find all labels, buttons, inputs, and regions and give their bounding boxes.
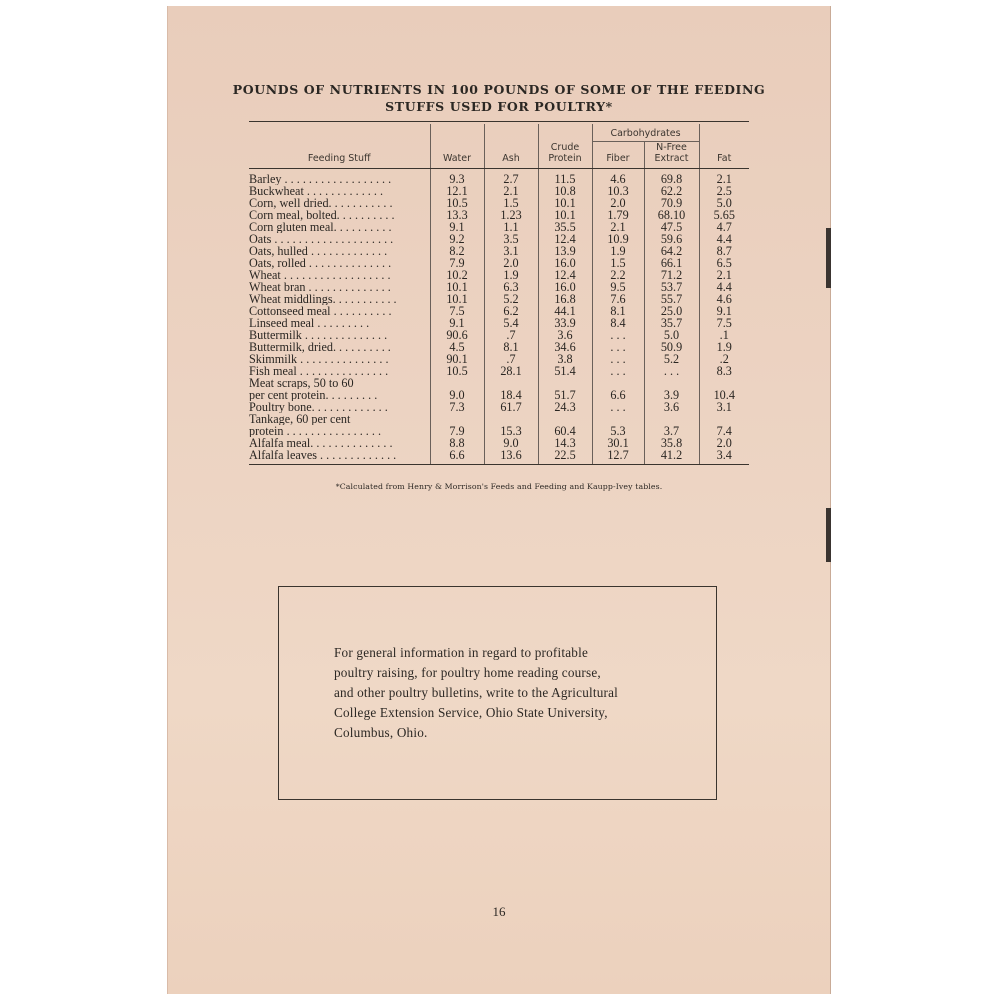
cell-name: Alfalfa leaves . . . . . . . . . . . . . bbox=[249, 449, 430, 465]
cell-crude-protein: 3.8 bbox=[538, 353, 592, 365]
cell-fat: 4.7 bbox=[699, 221, 749, 233]
cell-water: 10.1 bbox=[430, 293, 484, 305]
cell-fiber: . . . bbox=[592, 365, 644, 377]
cell-crude-protein: 44.1 bbox=[538, 305, 592, 317]
cell-name: Cottonseed meal . . . . . . . . . . bbox=[249, 305, 392, 317]
cell-water: 8.2 bbox=[430, 245, 484, 257]
cell-fat: 2.1 bbox=[699, 269, 749, 281]
cell-nfree-extract: 70.9 bbox=[644, 197, 699, 209]
cell-nfree-extract: 50.9 bbox=[644, 341, 699, 353]
cell-fiber: 1.5 bbox=[592, 257, 644, 269]
cell-ash: .7 bbox=[484, 353, 538, 365]
cell-crude-protein: 60.4 bbox=[538, 425, 592, 437]
cell-crude-protein: 24.3 bbox=[538, 401, 592, 413]
cell-fat: 2.0 bbox=[699, 437, 749, 449]
cell-name: Meat scraps, 50 to 60 bbox=[249, 377, 354, 389]
header-water: Water bbox=[430, 124, 484, 169]
cell-fiber: 2.1 bbox=[592, 221, 644, 233]
cell-fat: 6.5 bbox=[699, 257, 749, 269]
cell-water: 7.9 bbox=[430, 257, 484, 269]
info-line: poultry raising, for poultry home reading course, bbox=[334, 665, 601, 680]
cell-name: Tankage, 60 per cent bbox=[249, 413, 351, 425]
header-nfree-extract: N-Free Extract bbox=[644, 142, 699, 169]
table-row bbox=[249, 449, 749, 465]
cell-water: 7.5 bbox=[430, 305, 484, 317]
cell-fat: 3.1 bbox=[699, 401, 749, 413]
cell-name: Corn gluten meal. . . . . . . . . . bbox=[249, 221, 392, 233]
cell-crude-protein: 14.3 bbox=[538, 437, 592, 449]
cell-nfree-extract: 25.0 bbox=[644, 305, 699, 317]
cell-nfree-extract: 35.8 bbox=[644, 437, 699, 449]
cell-name: Wheat middlings. . . . . . . . . . . bbox=[249, 293, 397, 305]
table-title bbox=[168, 81, 830, 115]
cell-ash: 1.5 bbox=[484, 197, 538, 209]
cell-fiber: . . . bbox=[592, 353, 644, 365]
cell-crude-protein: 16.0 bbox=[538, 281, 592, 293]
cell-crude-protein: 22.5 bbox=[538, 449, 592, 465]
cell-name: Linseed meal . . . . . . . . . bbox=[249, 317, 370, 329]
cell-ash: 15.3 bbox=[484, 425, 538, 437]
cell-nfree-extract: 66.1 bbox=[644, 257, 699, 269]
cell-crude-protein: 13.9 bbox=[538, 245, 592, 257]
cell-fat: 4.4 bbox=[699, 233, 749, 245]
cell-water: 10.1 bbox=[430, 281, 484, 293]
cell-crude-protein: 33.9 bbox=[538, 317, 592, 329]
header-fiber: Fiber bbox=[592, 142, 644, 169]
table-footnote: *Calculated from Henry & Morrison's Feeds and Feeding and Kaupp-Ivey tables. bbox=[335, 482, 663, 491]
cell-water: 7.9 bbox=[430, 425, 484, 437]
booklet-page bbox=[168, 6, 830, 994]
cell-crude-protein: 10.1 bbox=[538, 209, 592, 221]
cell-crude-protein: 11.5 bbox=[538, 169, 592, 186]
cell-crude-protein: 10.1 bbox=[538, 197, 592, 209]
cell-fat: 2.1 bbox=[699, 169, 749, 186]
cell-water: 6.6 bbox=[430, 449, 484, 465]
cell-crude-protein: 35.5 bbox=[538, 221, 592, 233]
header-crude-protein: Crude Protein bbox=[538, 124, 592, 169]
cell-crude-protein: 12.4 bbox=[538, 233, 592, 245]
header-carbohydrates: Carbohydrates bbox=[592, 124, 699, 142]
cell-fat: 5.0 bbox=[699, 197, 749, 209]
binding-clip-bottom bbox=[826, 508, 831, 562]
table-row bbox=[249, 365, 749, 377]
cell-water: 9.2 bbox=[430, 233, 484, 245]
cell-ash: 9.0 bbox=[484, 437, 538, 449]
cell-ash: 1.9 bbox=[484, 269, 538, 281]
cell-ash: 28.1 bbox=[484, 365, 538, 377]
table-top-rule bbox=[249, 121, 749, 122]
cell-ash: 61.7 bbox=[484, 401, 538, 413]
cell-fiber: 7.6 bbox=[592, 293, 644, 305]
cell-fat: 3.4 bbox=[699, 449, 749, 465]
cell-crude-protein: 51.7 bbox=[538, 389, 592, 401]
cell-fiber: . . . bbox=[592, 341, 644, 353]
cell-fiber: 8.1 bbox=[592, 305, 644, 317]
cell-nfree-extract: 53.7 bbox=[644, 281, 699, 293]
table-body bbox=[249, 169, 749, 465]
cell-name: Corn meal, bolted. . . . . . . . . . bbox=[249, 209, 395, 221]
cell-fiber: 2.0 bbox=[592, 197, 644, 209]
cell-fiber: 9.5 bbox=[592, 281, 644, 293]
cell-nfree-extract: 5.0 bbox=[644, 329, 699, 341]
cell-fiber: 2.2 bbox=[592, 269, 644, 281]
cell-nfree-extract: 55.7 bbox=[644, 293, 699, 305]
cell-name: Buttermilk . . . . . . . . . . . . . . bbox=[249, 329, 388, 341]
page-number: 16 bbox=[492, 904, 506, 919]
cell-fiber: 1.9 bbox=[592, 245, 644, 257]
cell-fiber: 5.3 bbox=[592, 425, 644, 437]
cell-fiber: 10.9 bbox=[592, 233, 644, 245]
cell-water: 7.3 bbox=[430, 401, 484, 413]
cell-water: 9.0 bbox=[430, 389, 484, 401]
cell-crude-protein: 3.6 bbox=[538, 329, 592, 341]
cell-nfree-extract: 64.2 bbox=[644, 245, 699, 257]
cell-water: 12.1 bbox=[430, 185, 484, 197]
cell-ash: 13.6 bbox=[484, 449, 538, 465]
cell-name: Barley . . . . . . . . . . . . . . . . . . bbox=[249, 172, 392, 185]
cell-ash: 2.1 bbox=[484, 185, 538, 197]
cell-fiber: 8.4 bbox=[592, 317, 644, 329]
cell-fat: 2.5 bbox=[699, 185, 749, 197]
cell-name: Wheat bran . . . . . . . . . . . . . . bbox=[249, 281, 391, 293]
cell-fat: 9.1 bbox=[699, 305, 749, 317]
cell-name: Oats, hulled . . . . . . . . . . . . . bbox=[249, 245, 388, 257]
cell-name: Buckwheat . . . . . . . . . . . . . bbox=[249, 185, 384, 197]
cell-name: Skimmilk . . . . . . . . . . . . . . . bbox=[249, 353, 389, 365]
cell-nfree-extract: 59.6 bbox=[644, 233, 699, 245]
info-line: Columbus, Ohio. bbox=[334, 725, 428, 740]
title-line-1: POUNDS OF NUTRIENTS IN 100 POUNDS OF SOME OF THE FEEDING bbox=[232, 82, 766, 97]
cell-water: 90.6 bbox=[430, 329, 484, 341]
cell-crude-protein: 10.8 bbox=[538, 185, 592, 197]
cell-name: Fish meal . . . . . . . . . . . . . . . bbox=[249, 365, 389, 377]
cell-water: 4.5 bbox=[430, 341, 484, 353]
cell-fiber: . . . bbox=[592, 329, 644, 341]
cell-fiber: 1.79 bbox=[592, 209, 644, 221]
cell-fiber: 6.6 bbox=[592, 389, 644, 401]
cell-fiber: . . . bbox=[592, 401, 644, 413]
cell-name: Oats, rolled . . . . . . . . . . . . . . bbox=[249, 257, 392, 269]
cell-water: 9.1 bbox=[430, 221, 484, 233]
cell-ash: 1.1 bbox=[484, 221, 538, 233]
cell-ash: 3.5 bbox=[484, 233, 538, 245]
cell-nfree-extract: 69.8 bbox=[644, 169, 699, 186]
cell-nfree-extract: 35.7 bbox=[644, 317, 699, 329]
cell-ash: 6.2 bbox=[484, 305, 538, 317]
cell-crude-protein: 12.4 bbox=[538, 269, 592, 281]
cell-water: 10.5 bbox=[430, 365, 484, 377]
cell-ash: 18.4 bbox=[484, 389, 538, 401]
cell-name: Poultry bone. . . . . . . . . . . . . bbox=[249, 401, 388, 413]
cell-nfree-extract: 62.2 bbox=[644, 185, 699, 197]
binding-clip-top bbox=[826, 228, 831, 288]
info-line: For general information in regard to profitable bbox=[334, 645, 589, 660]
header-fat: Fat bbox=[699, 124, 749, 169]
cell-nfree-extract: 3.6 bbox=[644, 401, 699, 413]
cell-fat: 7.4 bbox=[699, 425, 749, 437]
cell-crude-protein: 16.8 bbox=[538, 293, 592, 305]
cell-fat: 5.65 bbox=[699, 209, 749, 221]
cell-nfree-extract: . . . bbox=[644, 365, 699, 377]
cell-name: protein . . . . . . . . . . . . . . . . bbox=[249, 425, 382, 437]
cell-ash: 1.23 bbox=[484, 209, 538, 221]
header-ash: Ash bbox=[484, 124, 538, 169]
table-row bbox=[249, 401, 749, 413]
cell-fat: 4.6 bbox=[699, 293, 749, 305]
cell-water: 9.3 bbox=[430, 169, 484, 186]
cell-water: 10.2 bbox=[430, 269, 484, 281]
cell-name: Wheat . . . . . . . . . . . . . . . . . . bbox=[249, 269, 391, 281]
cell-nfree-extract: 41.2 bbox=[644, 449, 699, 465]
cell-water: 10.5 bbox=[430, 197, 484, 209]
cell-ash: 6.3 bbox=[484, 281, 538, 293]
cell-crude-protein: 51.4 bbox=[538, 365, 592, 377]
table-row bbox=[249, 169, 749, 186]
cell-fat: 4.4 bbox=[699, 281, 749, 293]
cell-name: Alfalfa meal. . . . . . . . . . . . . . bbox=[249, 437, 393, 449]
cell-nfree-extract: 5.2 bbox=[644, 353, 699, 365]
cell-fat: 8.7 bbox=[699, 245, 749, 257]
cell-fat: 8.3 bbox=[699, 365, 749, 377]
cell-crude-protein: 34.6 bbox=[538, 341, 592, 353]
cell-fat: .2 bbox=[699, 353, 749, 365]
cell-name: per cent protein. . . . . . . . . bbox=[249, 389, 378, 401]
info-text bbox=[334, 643, 674, 743]
cell-ash: 3.1 bbox=[484, 245, 538, 257]
cell-water: 8.8 bbox=[430, 437, 484, 449]
cell-water: 90.1 bbox=[430, 353, 484, 365]
info-line: College Extension Service, Ohio State University, bbox=[334, 705, 608, 720]
cell-ash: 2.7 bbox=[484, 169, 538, 186]
cell-ash: 2.0 bbox=[484, 257, 538, 269]
cell-fat: 7.5 bbox=[699, 317, 749, 329]
cell-name: Corn, well dried. . . . . . . . . . . bbox=[249, 197, 393, 209]
cell-fiber: 4.6 bbox=[592, 169, 644, 186]
cell-fat: .1 bbox=[699, 329, 749, 341]
cell-water: 13.3 bbox=[430, 209, 484, 221]
title-line-2: STUFFS USED FOR POULTRY* bbox=[385, 99, 613, 114]
cell-nfree-extract: 3.7 bbox=[644, 425, 699, 437]
cell-fiber: 12.7 bbox=[592, 449, 644, 465]
cell-nfree-extract: 47.5 bbox=[644, 221, 699, 233]
header-feeding-stuff: Feeding Stuff bbox=[249, 124, 430, 169]
cell-fiber: 30.1 bbox=[592, 437, 644, 449]
cell-name: Buttermilk, dried. . . . . . . . . . bbox=[249, 341, 391, 353]
cell-ash: 5.2 bbox=[484, 293, 538, 305]
cell-nfree-extract: 3.9 bbox=[644, 389, 699, 401]
info-line: and other poultry bulletins, write to the Agricultural bbox=[334, 685, 619, 700]
cell-water: 9.1 bbox=[430, 317, 484, 329]
cell-nfree-extract: 68.10 bbox=[644, 209, 699, 221]
cell-fat: 10.4 bbox=[699, 389, 749, 401]
cell-fat: 1.9 bbox=[699, 341, 749, 353]
cell-fiber: 10.3 bbox=[592, 185, 644, 197]
cell-ash: 5.4 bbox=[484, 317, 538, 329]
info-box bbox=[278, 586, 717, 800]
cell-name: Oats . . . . . . . . . . . . . . . . . . . . bbox=[249, 233, 394, 245]
cell-nfree-extract: 71.2 bbox=[644, 269, 699, 281]
nutrients-table bbox=[249, 124, 749, 465]
cell-ash: 8.1 bbox=[484, 341, 538, 353]
cell-crude-protein: 16.0 bbox=[538, 257, 592, 269]
cell-ash: .7 bbox=[484, 329, 538, 341]
